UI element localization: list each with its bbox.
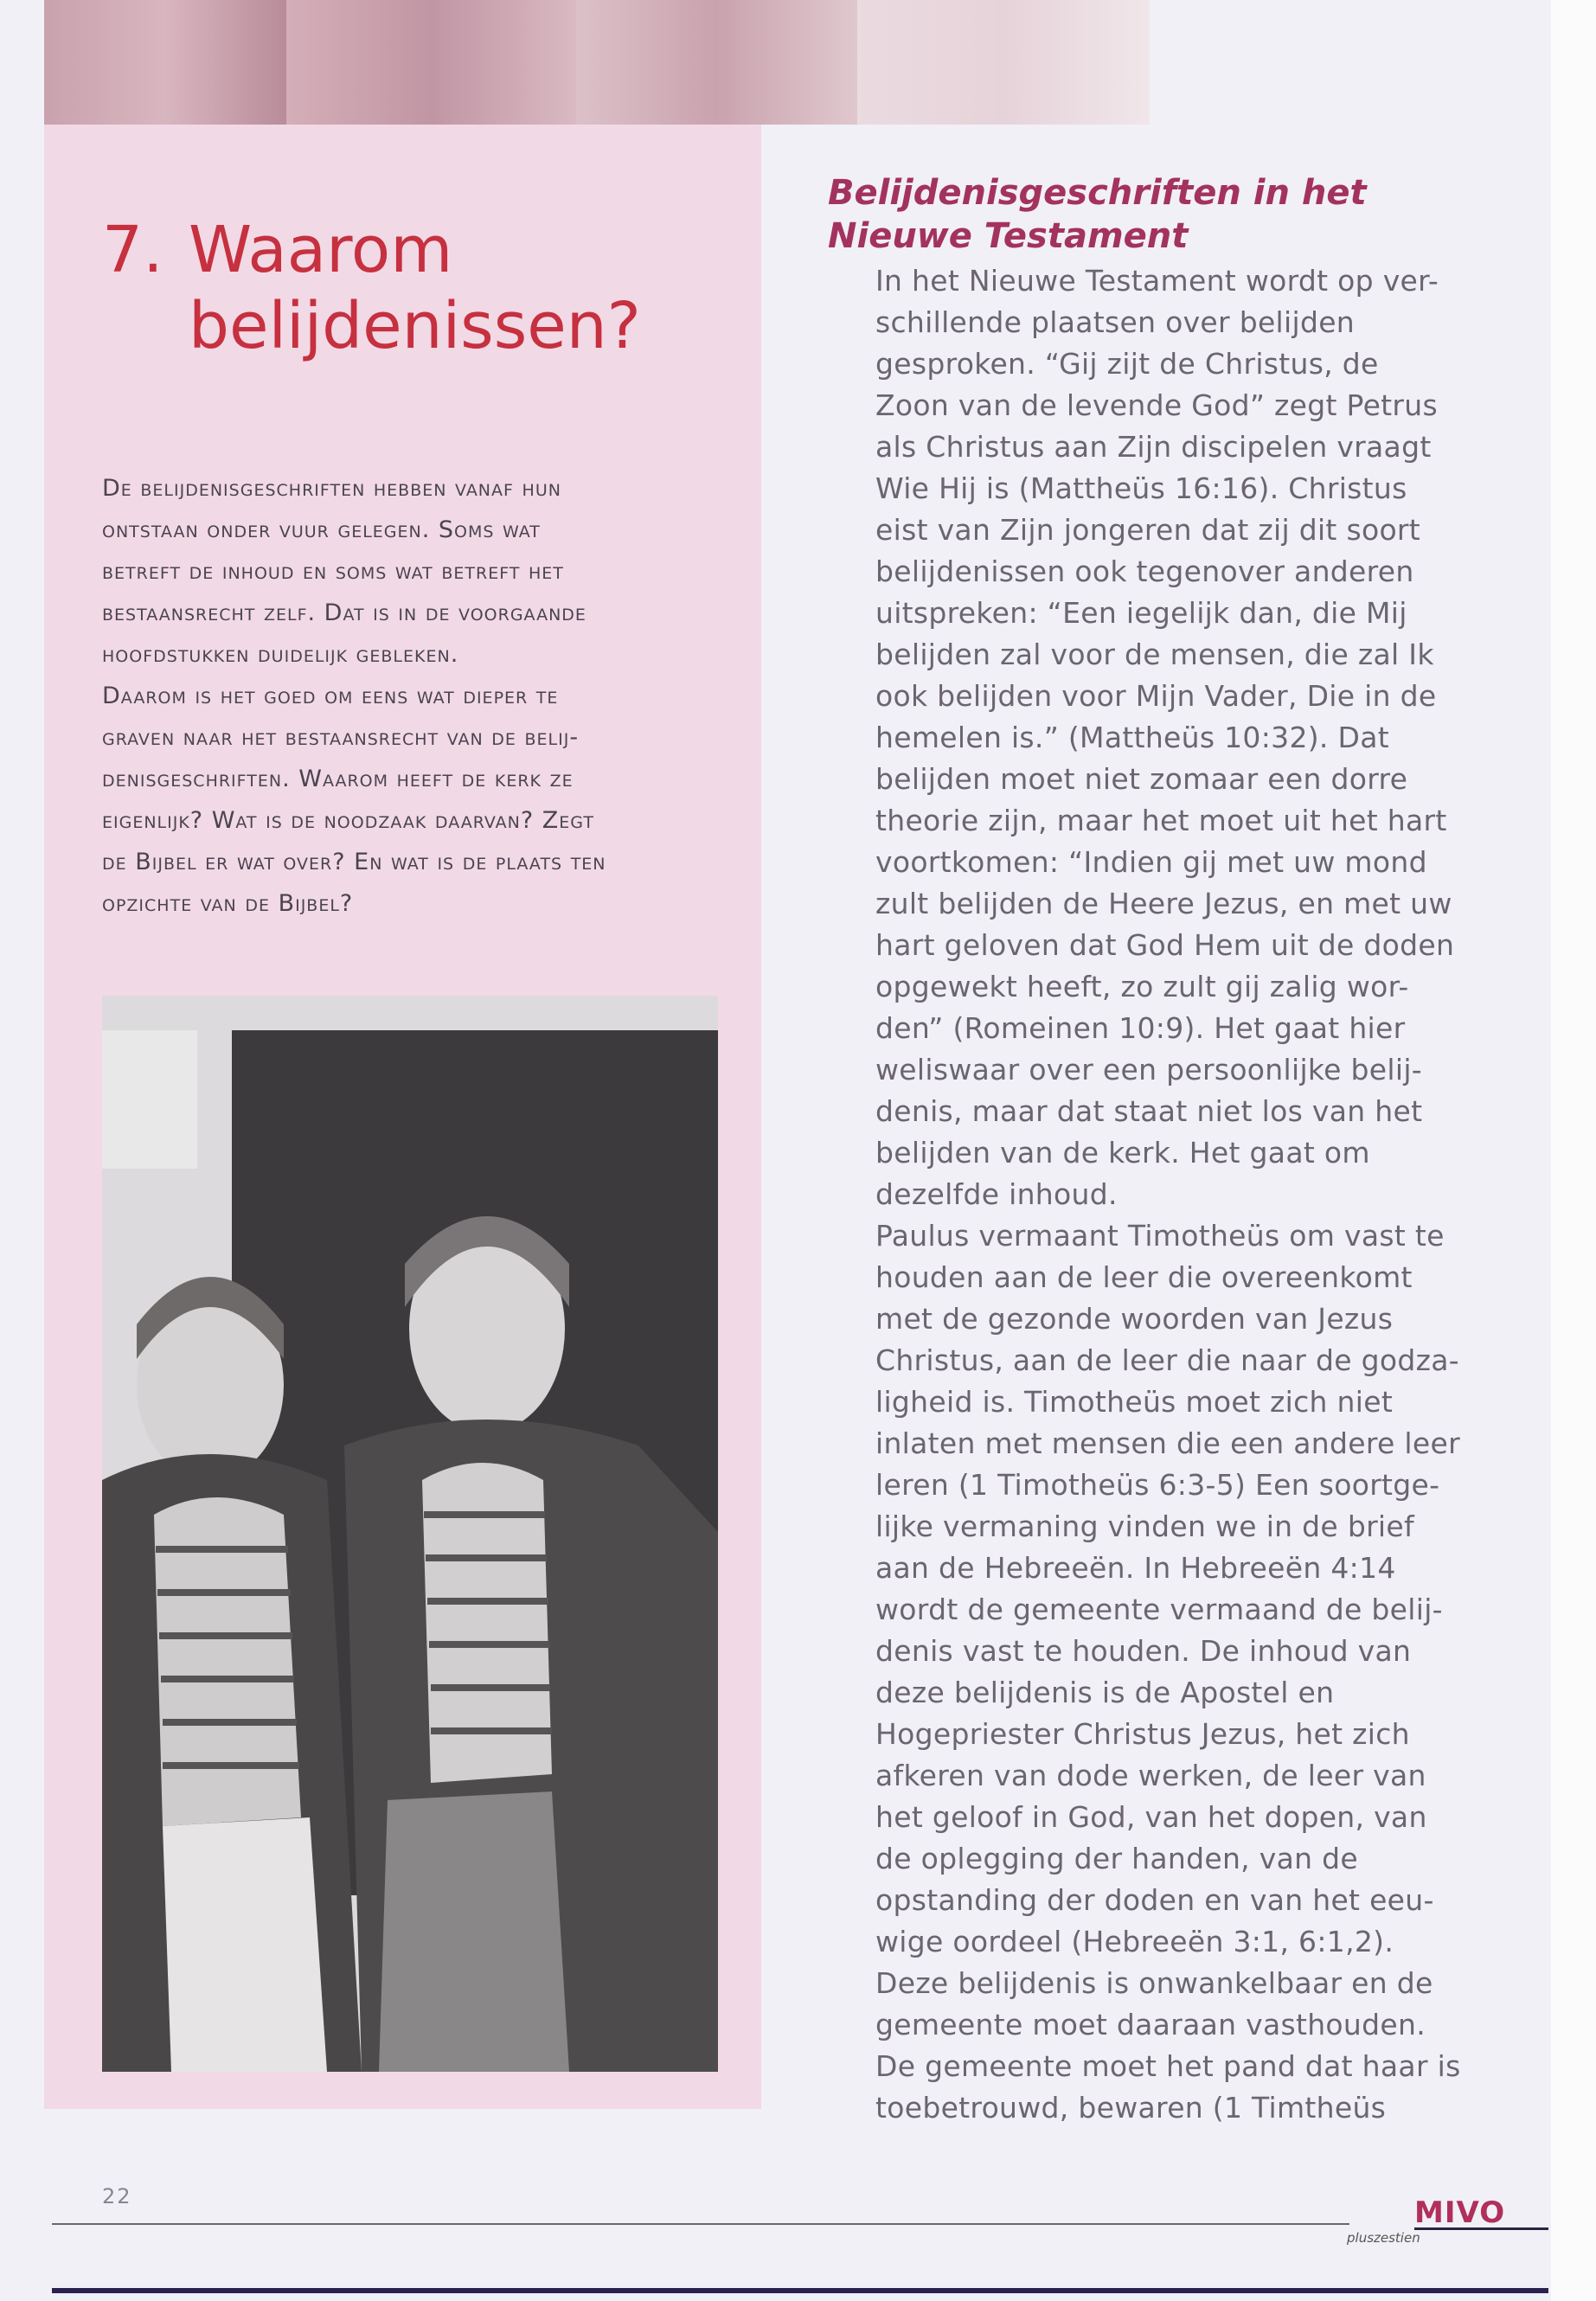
body-line: deze belijdenis is de Apostel en — [875, 1676, 1335, 1709]
intro-line: Daarom is het goed om eens wat dieper te — [102, 683, 559, 709]
header-photo — [857, 0, 1150, 125]
page-number: 22 — [102, 2184, 132, 2208]
body-line: denis, maar dat staat niet los van het — [875, 1094, 1423, 1128]
body-line: dezelfde inhoud. — [875, 1177, 1118, 1211]
mivo-logo: MIVO — [1414, 2195, 1506, 2230]
body-line: weliswaar over een persoonlijke belij- — [875, 1053, 1423, 1086]
body-line: houden aan de leer die overeenkomt — [875, 1260, 1413, 1294]
body-line: opstanding der doden en van het eeu- — [875, 1883, 1434, 1917]
body-line: Wie Hij is (Mattheüs 16:16). Christus — [875, 471, 1407, 505]
intro-line: ontstaan onder vuur gelegen. Soms wat — [102, 516, 541, 543]
body-line: belijden moet niet zomaar een dorre — [875, 762, 1408, 796]
body-line: het geloof in God, van het dopen, van — [875, 1800, 1427, 1834]
header-photo — [576, 0, 857, 125]
body-line: gemeente moet daaraan vasthouden. — [875, 2008, 1426, 2041]
title-line: belijdenissen? — [189, 289, 641, 363]
header-photo — [44, 0, 286, 125]
intro-line: De belijdenisgeschriften hebben vanaf hun — [102, 475, 561, 502]
body-text — [875, 260, 1461, 2129]
page-edge — [1551, 0, 1596, 2301]
body-line: gesproken. “Gij zijt de Christus, de — [875, 347, 1379, 381]
body-line: schillende plaatsen over belijden — [875, 305, 1356, 339]
body-line: inlaten met mensen die een andere leer — [875, 1426, 1460, 1460]
body-line: lijke vermaning vinden we in de brief — [875, 1509, 1414, 1543]
intro-line: bestaansrecht zelf. Dat is in de voorgaande — [102, 599, 586, 626]
heading-line: Belijdenisgeschriften in het — [828, 173, 1367, 213]
body-line: leren (1 Timotheüs 6:3-5) Een soortge- — [875, 1468, 1440, 1502]
body-line: wige oordeel (Hebreeën 3:1, 6:1,2). — [875, 1925, 1394, 1958]
body-line: In het Nieuwe Testament wordt op ver- — [875, 264, 1439, 298]
header-photo — [286, 0, 576, 125]
body-line: belijden van de kerk. Het gaat om — [875, 1136, 1370, 1170]
body-line: uitspreken: “Een iegelijk dan, die Mij — [875, 596, 1407, 630]
body-line: met de gezonde woorden van Jezus — [875, 1302, 1394, 1336]
body-line: Deze belijdenis is onwankelbaar en de — [875, 1966, 1433, 2000]
title-line: Waarom — [189, 213, 453, 287]
body-line: toebetrouwd, bewaren (1 Timtheüs — [875, 2091, 1387, 2125]
footer-rule — [52, 2223, 1349, 2225]
body-line: de oplegging der handen, van de — [875, 1842, 1358, 1875]
body-line: opgewekt heeft, zo zult gij zalig wor- — [875, 970, 1409, 1003]
body-line: ligheid is. Timotheüs moet zich niet — [875, 1385, 1394, 1419]
intro-line: denisgeschriften. Waarom heeft de kerk ze — [102, 766, 574, 792]
intro-line: hoofdstukken duidelijk gebleken. — [102, 641, 459, 668]
intro-line: graven naar het bestaansrecht van de belij- — [102, 724, 580, 751]
chapter-number: 7. — [102, 213, 163, 287]
intro-paragraph — [102, 468, 742, 925]
intro-line: betreft de inhoud en soms wat betreft het — [102, 558, 564, 585]
body-line: hart geloven dat God Hem uit de doden — [875, 928, 1455, 962]
logo-subtitle: pluszestien — [1347, 2230, 1420, 2246]
photo-two-girls — [102, 996, 718, 2072]
bottom-bar — [52, 2288, 1548, 2293]
body-line: den” (Romeinen 10:9). Het gaat hier — [875, 1011, 1406, 1045]
body-line: zult belijden de Heere Jezus, en met uw — [875, 887, 1452, 920]
body-line: eist van Zijn jongeren dat zij dit soort — [875, 513, 1421, 547]
section-heading — [828, 171, 1367, 258]
header-photo-strip — [44, 0, 1150, 125]
intro-line: eigenlijk? Wat is de noodzaak daarvan? Zegt — [102, 807, 594, 834]
body-line: als Christus aan Zijn discipelen vraagt — [875, 430, 1432, 464]
body-line: wordt de gemeente vermaand de belij- — [875, 1593, 1443, 1626]
body-line: Zoon van de levende God” zegt Petrus — [875, 388, 1438, 422]
body-line: Hogepriester Christus Jezus, het zich — [875, 1717, 1410, 1751]
body-line: Paulus vermaant Timotheüs om vast te — [875, 1219, 1445, 1253]
heading-line: Nieuwe Testament — [828, 216, 1189, 256]
body-line: Christus, aan de leer die naar de godza- — [875, 1343, 1459, 1377]
intro-line: opzichte van de Bijbel? — [102, 890, 354, 917]
body-line: hemelen is.” (Mattheüs 10:32). Dat — [875, 721, 1389, 754]
body-line: De gemeente moet het pand dat haar is — [875, 2049, 1461, 2083]
body-line: denis vast te houden. De inhoud van — [875, 1634, 1412, 1668]
body-line: afkeren van dode werken, de leer van — [875, 1759, 1426, 1792]
intro-line: de Bijbel er wat over? En wat is de plaats ten — [102, 849, 606, 875]
body-line: belijdenissen ook tegenover anderen — [875, 554, 1414, 588]
body-line: aan de Hebreeën. In Hebreeën 4:14 — [875, 1551, 1396, 1585]
body-line: theorie zijn, maar het moet uit het hart — [875, 804, 1447, 837]
photo-illustration — [102, 996, 718, 2072]
body-line: belijden zal voor de mensen, die zal Ik — [875, 638, 1434, 671]
body-line: ook belijden voor Mijn Vader, Die in de — [875, 679, 1437, 713]
body-line: voortkomen: “Indien gij met uw mond — [875, 845, 1427, 879]
